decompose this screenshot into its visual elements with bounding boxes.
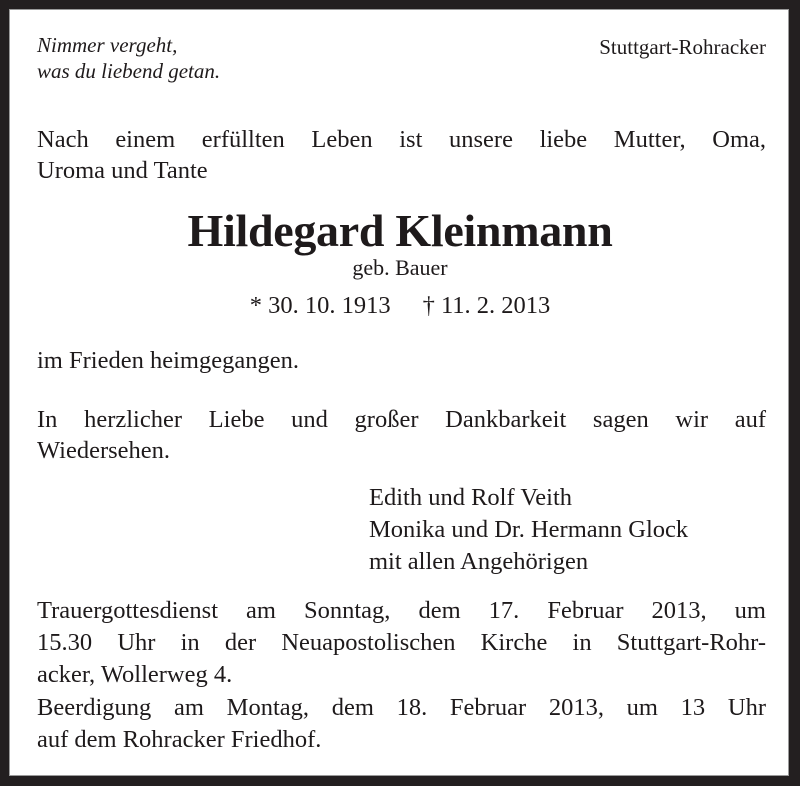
life-dates: [0, 290, 800, 321]
birth-date: * 30. 10. 1913: [249, 292, 391, 319]
mourner-1: Edith und Rolf Veith: [369, 484, 573, 511]
motto-line-2: was du liebend getan.: [37, 59, 221, 83]
burial-line-2: auf dem Rohracker Friedhof.: [37, 726, 322, 753]
service-line-2: 15.30 Uhr in der Neuapostolischen Kirche in Stuttgart-Rohr-: [37, 629, 766, 656]
place-name: Stuttgart-Rohracker: [599, 35, 766, 59]
motto-line-1: Nimmer vergeht,: [37, 33, 178, 57]
deceased-name: Hildegard Kleinmann: [187, 205, 613, 256]
farewell-line-2: Wiedersehen.: [37, 437, 171, 464]
mourner-3: mit allen Angehörigen: [369, 548, 589, 575]
mourner-2: Monika und Dr. Hermann Glock: [369, 516, 689, 543]
service-line-1: Trauergottesdienst am Sonntag, dem 17. Februar 2013, um: [37, 597, 766, 624]
intro-line-2: Uroma und Tante: [37, 157, 208, 184]
passed-text: im Frieden heimgegangen.: [37, 347, 299, 374]
farewell-line-1: In herzlicher Liebe und großer Dankbarkeit sagen wir auf: [37, 406, 766, 433]
service-line-3: acker, Wollerweg 4.: [37, 661, 233, 688]
intro-line-1: Nach einem erfüllten Leben ist unsere liebe Mutter, Oma,: [37, 126, 766, 153]
burial-line-1: Beerdigung am Montag, dem 18. Februar 2013, um 13 Uhr: [37, 694, 766, 721]
death-date: † 11. 2. 2013: [422, 292, 551, 319]
maiden-name: geb. Bauer: [352, 255, 448, 280]
